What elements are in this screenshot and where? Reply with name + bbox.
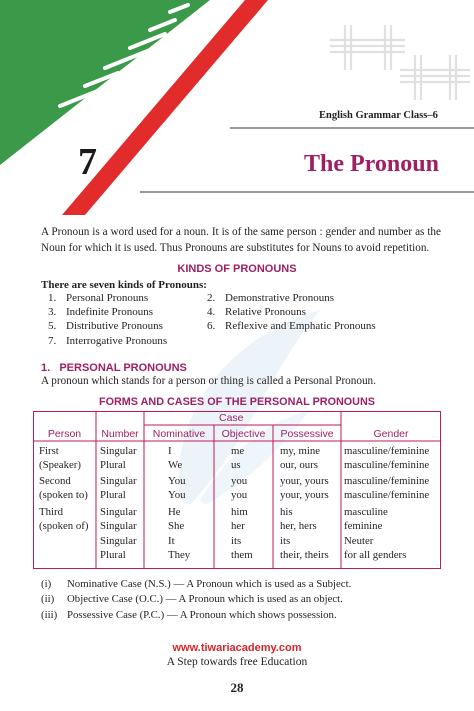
col-header-gender: Gender <box>373 428 409 440</box>
fence-pattern <box>330 25 470 100</box>
table-cell-gender: masculine/feminine masculine/feminine <box>344 445 430 472</box>
table-cell-nominative: He She It They <box>168 506 191 561</box>
list-item: (iii) Possessive Case (P.C.) — A Pronoun which shows possession. <box>41 608 337 621</box>
table-cell-possessive: your, yours your, yours <box>280 475 329 502</box>
table-cell-person: Third (spoken of) <box>39 506 89 533</box>
table-cell-gender: masculine feminine Neuter for all genders <box>344 506 407 561</box>
col-header-nominative: Nominative <box>152 428 206 440</box>
case-definitions <box>41 577 351 623</box>
table-cell-person: First (Speaker) <box>39 445 81 472</box>
list-item: 7. Interrogative Pronouns <box>48 334 168 347</box>
table-cell-person: Second (spoken to) <box>39 475 88 502</box>
table-cell-possessive: his her, hers its their, theirs <box>280 506 329 561</box>
personal-pronouns-heading: 1. PERSONAL PRONOUNS <box>41 362 187 374</box>
list-item: 3. Indefinite Pronouns <box>48 306 154 319</box>
list-item: 4. Relative Pronouns <box>207 306 306 319</box>
header-banner-graphic <box>0 0 474 215</box>
kinds-lead: There are seven kinds of Pronouns: <box>41 279 207 291</box>
col-header-objective: Objective <box>221 428 266 440</box>
table-cell-nominative: You You <box>168 475 186 502</box>
col-header-possessive: Possessive <box>280 428 334 440</box>
tagline: A Step towards free Education <box>166 656 308 668</box>
chapter-number: 7 <box>78 141 97 183</box>
table-cell-number: Singular Plural <box>100 475 137 502</box>
intro-paragraph: A Pronoun is a word used for a noun. It is of the same person : gender and number as the Noun for which it is used. Thus Pronouns are substitutes for Nouns to avoid repetition. <box>41 226 441 254</box>
table-cell-possessive: my, mine our, ours <box>280 445 321 472</box>
list-item: (i) Nominative Case (N.S.) — A Pronoun which is used as a Subject. <box>41 578 352 590</box>
list-item: 1. Personal Pronouns <box>48 292 149 304</box>
table-cell-nominative: I We <box>168 445 183 472</box>
col-header-person: Person <box>47 428 82 440</box>
table-cell-gender: masculine/feminine masculine/feminine <box>344 475 430 502</box>
list-item: 5. Distributive Pronouns <box>48 320 163 333</box>
personal-pronouns-definition: A pronoun which stands for a person or thing is called a Personal Pronoun. <box>41 375 376 387</box>
list-item: (ii) Objective Case (O.C.) — A Pronoun which is used as an object. <box>41 593 343 606</box>
table-cell-number: Singular Plural <box>100 445 137 472</box>
table-title: FORMS AND CASES OF THE PERSONAL PRONOUNS <box>99 396 375 408</box>
table-cell-objective: him her its them <box>231 506 253 561</box>
table-cell-objective: you you <box>231 475 248 502</box>
pronoun-forms-table <box>33 411 441 569</box>
website-link[interactable]: www.tiwariacademy.com <box>172 642 302 654</box>
kinds-list-left <box>48 291 167 348</box>
table-cell-objective: me us <box>231 445 245 472</box>
kinds-list-right <box>207 291 376 334</box>
col-header-number: Number <box>101 428 139 440</box>
series-title: English Grammar Class–6 <box>319 110 438 121</box>
table-cell-number: Singular Singular Singular Plural <box>100 506 137 561</box>
page-number: 28 <box>230 680 244 695</box>
list-item: 6. Reflexive and Emphatic Pronouns <box>207 320 376 333</box>
list-item: 2. Demonstrative Pronouns <box>207 292 335 304</box>
case-header: Case <box>219 412 244 424</box>
chapter-title: The Pronoun <box>304 151 439 177</box>
kinds-heading: KINDS OF PRONOUNS <box>177 263 297 275</box>
